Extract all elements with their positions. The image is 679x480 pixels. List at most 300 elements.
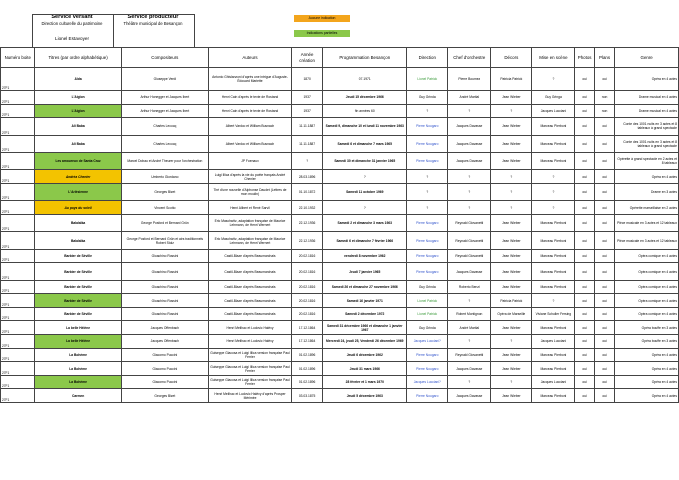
cell-direction: Pierre Nougaro (407, 389, 448, 403)
cell-photos: oui (575, 307, 594, 321)
cell-photos: oui (575, 118, 594, 135)
cell-author: Eric Maschwitz, adaptation française de Maurice Lehmann, de Henri Wernert (209, 214, 292, 231)
cell-direction: Lionel Patrick (407, 294, 448, 308)
cell-composer: Charles Lecocq (121, 118, 208, 135)
cell-mise: ? (532, 183, 575, 200)
table-row (1, 249, 679, 263)
cell-plans: oui (594, 389, 614, 403)
cell-author: Albert Vanloo et William Busnach (209, 118, 292, 135)
cell-decors: ? (491, 335, 532, 349)
table-row (1, 91, 679, 105)
cell-box: 27F1 (1, 214, 35, 231)
cell-chef: André Martial (448, 321, 491, 335)
cell-decors: Jean Wieber (491, 135, 532, 152)
cell-title: Ali Baba (35, 118, 121, 135)
cell-genre: Opéra comique en 4 actes (615, 263, 679, 280)
cell-mise: Marceau Pierboni (532, 135, 575, 152)
cell-decors: Jean Wieber (491, 249, 532, 263)
cell-box: 27F1 (1, 118, 35, 135)
cell-direction: ? (407, 201, 448, 215)
cell-photos: oui (575, 68, 594, 91)
cell-genre: Opéra en 4 actes (615, 348, 679, 362)
cell-year: 20.02.1816 (291, 294, 322, 308)
cell-box: 27F1 (1, 280, 35, 294)
cell-year: 22.12.1936 (291, 232, 322, 249)
cell-year: ? (291, 152, 322, 169)
cell-title: L'Aiglon (35, 91, 121, 105)
cell-chef: Roberto Benzi (448, 280, 491, 294)
cell-programmation: ? (323, 201, 407, 215)
cell-photos: oui (575, 135, 594, 152)
cell-mise: ? (532, 294, 575, 308)
cell-photos: oui (575, 214, 594, 231)
cell-decors: Jean Wieber (491, 232, 532, 249)
cell-photos: oui (575, 104, 594, 118)
cell-decors: ? (491, 375, 532, 389)
col-plans: Plans (594, 48, 614, 68)
cell-direction: Pierre Nougaro (407, 348, 448, 362)
cell-decors: Jean Wieber (491, 362, 532, 376)
col-genre: Genre (615, 48, 679, 68)
cell-mise: Jacques Lucciani (532, 104, 575, 118)
col-composer: Compositeurs (121, 48, 208, 68)
cell-year: 03.03.1875 (291, 389, 322, 403)
cell-author: Castil-Blaze d'après Beaumarchais (209, 294, 292, 308)
cell-photos: oui (575, 348, 594, 362)
cell-direction: Pierre Nougaro (407, 362, 448, 376)
cell-box: 27F1 (1, 91, 35, 105)
cell-mise: ? (532, 201, 575, 215)
cell-programmation: vendredi 8 novembre 1962 (323, 249, 407, 263)
table-row (1, 389, 679, 403)
cell-mise: Marceau Pierboni (532, 263, 575, 280)
cell-composer: Vincent Scotto (121, 201, 208, 215)
cell-plans: oui (594, 68, 614, 91)
cell-author: Castil-Blaze d'après Beaumarchais (209, 249, 292, 263)
cell-title: Barbier de Séville (35, 280, 121, 294)
cell-author: Castil-Blaze d'après Beaumarchais (209, 280, 292, 294)
cell-decors: Jean Wieber (491, 321, 532, 335)
cell-decors: Jean Wieber (491, 152, 532, 169)
cell-mise: Marceau Pierboni (532, 249, 575, 263)
cell-mise: ? (532, 170, 575, 184)
cell-title: La Bohème (35, 362, 121, 376)
cell-box: 27F1 (1, 170, 35, 184)
cell-genre: Drame musical en 4 actes (615, 104, 679, 118)
cell-direction: Pierre Nougaro (407, 249, 448, 263)
cell-composer: Gioachino Rossini (121, 249, 208, 263)
cell-year: 17.12.1864 (291, 321, 322, 335)
cell-composer: Gioachino Rossini (121, 307, 208, 321)
cell-composer: George Posford et Bernard Grün et airs traditionnels Robert Stolz (121, 232, 208, 249)
cell-direction: Guy Grinda (407, 91, 448, 105)
cell-composer: Jacques Offenbach (121, 335, 208, 349)
cell-title: Aïda (35, 68, 121, 91)
cell-programmation: Mercredi 24, jeudi 25, Vendredi 26 décembre 1969 (323, 335, 407, 349)
cell-year: 20.02.1816 (291, 280, 322, 294)
cell-title: Les amoureux de Santa Cruz (35, 152, 121, 169)
cell-programmation: Samedi 2 et dimanche 3 mars 1963 (323, 214, 407, 231)
cell-programmation: Samedi 9, dimanche 10 et lundi 11 novembre 1963 (323, 118, 407, 135)
cell-box: 27F1 (1, 201, 35, 215)
cell-author: Albert Vanloo et William Busnach (209, 135, 292, 152)
cell-mise: Marceau Pierboni (532, 280, 575, 294)
cell-genre: Opéra en 4 actes (615, 362, 679, 376)
cell-composer: Arthur Honegger et Jacques Ibert (121, 91, 208, 105)
cell-decors: Jean Wieber (491, 91, 532, 105)
service-producteur-value: Théâtre municipal de Besançon (123, 21, 183, 26)
cell-title: Andréa Chenier (35, 170, 121, 184)
cell-year: 1937 (291, 104, 322, 118)
cell-box: 27F1 (1, 362, 35, 376)
cell-genre: Opéra en 4 actes (615, 389, 679, 403)
cell-box: 27F1 (1, 183, 35, 200)
cell-box: 27F1 (1, 389, 35, 403)
header-divider (113, 14, 114, 47)
cell-composer: Gioachino Rossini (121, 280, 208, 294)
service-versant-name: Lionel Estavoyer (55, 36, 89, 41)
cell-genre: Opéra comique en 4 actes (615, 307, 679, 321)
cell-year: 01.02.1896 (291, 362, 322, 376)
cell-photos: oui (575, 183, 594, 200)
legend-no-indication: Aucune indication (294, 15, 350, 22)
cell-author: Eric Maschwitz, adaptation française de Maurice Lehmann, de Henri Wernert (209, 232, 292, 249)
table-row (1, 294, 679, 308)
cell-plans: oui (594, 183, 614, 200)
cell-photos: oui (575, 249, 594, 263)
cell-plans: oui (594, 135, 614, 152)
cell-chef: Jacques Davasse (448, 135, 491, 152)
cell-genre: Opéra en 4 actes (615, 170, 679, 184)
table-row (1, 232, 679, 249)
service-versant-value: Direction culturelle du patrimoine (41, 21, 103, 26)
cell-title: L'Arlésienne (35, 183, 121, 200)
table-row (1, 214, 679, 231)
cell-programmation: Jeudi 6 décembre 1962 (323, 348, 407, 362)
cell-chef: André Martial (448, 91, 491, 105)
cell-author: Luigi Illica d'après la vie du poète français André Chenier (209, 170, 292, 184)
cell-title: Barbier de Séville (35, 307, 121, 321)
cell-plans: oui (594, 280, 614, 294)
cell-composer: George Posford et Bernard Grün (121, 214, 208, 231)
cell-programmation: Jeudi 15 décembre 1966 (323, 91, 407, 105)
cell-chef: Jacques Davasse (448, 362, 491, 376)
cell-composer: Georges Bizet (121, 389, 208, 403)
cell-year: 28.03.1896 (291, 170, 322, 184)
cell-chef: ? (448, 335, 491, 349)
table-row (1, 135, 679, 152)
cell-direction: Lionel Patrick (407, 307, 448, 321)
table-row (1, 201, 679, 215)
cell-box: 27F1 (1, 249, 35, 263)
cell-chef: ? (448, 294, 491, 308)
cell-chef: Jacques Davasse (448, 389, 491, 403)
cell-programmation: 07.1971 (323, 68, 407, 91)
cell-author: Tiré d'une nouvelle d'Alphonse Daudet (Lettres de mon moulin) (209, 183, 292, 200)
cell-chef: Jacques Davasse (448, 263, 491, 280)
service-versant-label: Service versant (51, 14, 93, 20)
cell-decors: Patricia Patrick (491, 294, 532, 308)
cell-chef: Reynald Giovanetti (448, 348, 491, 362)
cell-decors: Jean Wieber (491, 118, 532, 135)
cell-genre: Conte des 1001 nuits en 3 actes et 8 tableaux à grand spectacle (615, 135, 679, 152)
table-row (1, 321, 679, 335)
cell-composer: Georges Bizet (121, 183, 208, 200)
service-producteur-label: Service producteur (127, 14, 179, 20)
table-row (1, 307, 679, 321)
cell-composer: Arthur Honegger et Jacques Ibert (121, 104, 208, 118)
col-box: Numéro boite (1, 48, 35, 68)
cell-author: Henri Meilhac et Ludovic Halévy (209, 335, 292, 349)
cell-year: 20.02.1816 (291, 249, 322, 263)
cell-mise: Marceau Pierboni (532, 214, 575, 231)
cell-author: Henri Cain d'après le texte de Rostand (209, 104, 292, 118)
col-photos: Photos (575, 48, 594, 68)
cell-year: 01.02.1896 (291, 348, 322, 362)
cell-chef: ? (448, 104, 491, 118)
cell-programmation: Jeudi 7 janvier 1965 (323, 263, 407, 280)
cell-programmation: 28 février et 1 mars 1970 (323, 375, 407, 389)
cell-genre: Pièce musicale en 3 actes et 12 tableaux (615, 214, 679, 231)
cell-mise: Jacques Lucciani (532, 335, 575, 349)
table-row (1, 348, 679, 362)
cell-plans: oui (594, 294, 614, 308)
cell-plans: oui (594, 375, 614, 389)
cell-programmation: Samedi 11 octobre 1969 (323, 183, 407, 200)
cell-chef: Jacques Davasse (448, 118, 491, 135)
table-row (1, 104, 679, 118)
table-row (1, 118, 679, 135)
cell-box: 27F1 (1, 375, 35, 389)
cell-genre: Opéra bouffe en 3 actes (615, 335, 679, 349)
cell-programmation: Samedi 2 décembre 1972 (323, 307, 407, 321)
cell-title: Ali Baba (35, 135, 121, 152)
cell-chef: ? (448, 170, 491, 184)
cell-programmation: fin années 60 (323, 104, 407, 118)
cell-author: Guiseppe Giacosa et Luigi Illica version française Paul Ferrier (209, 348, 292, 362)
cell-plans: oui (594, 214, 614, 231)
cell-title: La belle Hélène (35, 321, 121, 335)
cell-plans: oui (594, 152, 614, 169)
cell-chef: Reynald Giovanetti (448, 249, 491, 263)
col-programmation: Programmation Besançon (323, 48, 407, 68)
cell-programmation: Samedi 16 janvier 1971 (323, 294, 407, 308)
cell-genre: Drame musical en 4 actes (615, 91, 679, 105)
cell-year: 01.02.1896 (291, 375, 322, 389)
cell-decors: Jean Wieber (491, 280, 532, 294)
cell-composer: Giuseppe Verdi (121, 68, 208, 91)
cell-plans: oui (594, 321, 614, 335)
cell-title: Balalaïka (35, 232, 121, 249)
cell-direction: Lionel Patrick (407, 68, 448, 91)
cell-box: 27F1 (1, 348, 35, 362)
cell-plans: oui (594, 201, 614, 215)
cell-photos: oui (575, 389, 594, 403)
cell-box: 27F1 (1, 68, 35, 91)
cell-genre: Opéra comique en 4 actes (615, 280, 679, 294)
cell-box: 27F1 (1, 135, 35, 152)
cell-photos: oui (575, 294, 594, 308)
cell-photos: oui (575, 280, 594, 294)
cell-box: 27F1 (1, 263, 35, 280)
cell-plans: oui (594, 362, 614, 376)
cell-genre: Opéra bouffe en 3 actes (615, 321, 679, 335)
col-chef: Chef d'orchestre (448, 48, 491, 68)
cell-title: La Bohème (35, 375, 121, 389)
cell-box: 27F1 (1, 307, 35, 321)
cell-plans: oui (594, 307, 614, 321)
cell-title: La Bohème (35, 348, 121, 362)
cell-plans: oui (594, 249, 614, 263)
cell-genre: Opérette marseillaise en 2 actes (615, 201, 679, 215)
cell-author: JP Foenaux (209, 152, 292, 169)
cell-mise: Jacques Lucciani (532, 375, 575, 389)
table-row (1, 375, 679, 389)
cell-composer: Giacomo Puccini (121, 348, 208, 362)
cell-direction: Jacques Lucciani? (407, 335, 448, 349)
table-row (1, 152, 679, 169)
table-row (1, 263, 679, 280)
cell-direction: Pierre Nougaro (407, 152, 448, 169)
cell-direction: Pierre Nougaro (407, 118, 448, 135)
cell-mise: Marceau Pierboni (532, 389, 575, 403)
cell-mise: Marceau Pierboni (532, 321, 575, 335)
cell-programmation: Samedi 30 et dimanche 31 janvier 1965 (323, 152, 407, 169)
cell-author: Castil-Blaze d'après Beaumarchais (209, 263, 292, 280)
cell-photos: oui (575, 170, 594, 184)
cell-mise: Marceau Pierboni (532, 232, 575, 249)
cell-plans: oui (594, 170, 614, 184)
cell-year: 22.12.1936 (291, 214, 322, 231)
cell-decors: ? (491, 201, 532, 215)
cell-year: 1937 (291, 91, 322, 105)
cell-author: Henri Alibert et René Sarvil (209, 201, 292, 215)
cell-direction: Guy Grinda (407, 321, 448, 335)
header-border (32, 14, 195, 48)
cell-author: Guiseppe Giacosa et Luigi Illica version française Paul Ferrier (209, 362, 292, 376)
cell-chef: ? (448, 183, 491, 200)
cell-genre: Conte des 1001 nuits en 3 actes et 8 tableaux à grand spectacle (615, 118, 679, 135)
cell-decors: Opéra de Marseille (491, 307, 532, 321)
cell-title: Barbier de Séville (35, 263, 121, 280)
cell-mise: Guy Gringa (532, 91, 575, 105)
cell-year: 11.11.1887 (291, 135, 322, 152)
cell-decors: ? (491, 183, 532, 200)
cell-decors: Jean Wieber (491, 389, 532, 403)
cell-genre: Opéra comique en 4 actes (615, 249, 679, 263)
cell-photos: oui (575, 232, 594, 249)
legend-partial-indication: Indications partielles (294, 30, 350, 37)
cell-photos: oui (575, 375, 594, 389)
cell-title: Barbier de Séville (35, 249, 121, 263)
cell-author: Henri Cain d'après le texte de Rostand (209, 91, 292, 105)
cell-plans: oui (594, 348, 614, 362)
cell-mise: Marceau Pierboni (532, 348, 575, 362)
cell-genre: Pièce musicale en 3 actes et 12 tableaux (615, 232, 679, 249)
cell-photos: oui (575, 263, 594, 280)
cell-year: 20.02.1816 (291, 263, 322, 280)
cell-direction: ? (407, 104, 448, 118)
cell-composer: Giacomo Puccini (121, 362, 208, 376)
cell-title: Carmen (35, 389, 121, 403)
header-row (1, 48, 679, 68)
cell-genre: Opéra en 4 actes (615, 68, 679, 91)
cell-direction: Pierre Nougaro (407, 232, 448, 249)
cell-genre: Drame en 3 actes (615, 183, 679, 200)
cell-photos: oui (575, 362, 594, 376)
table-row (1, 335, 679, 349)
cell-year: 20.02.1816 (291, 307, 322, 321)
cell-programmation: Samedi 31 décembre 1966 et dimanche 1 janvier 1967 (323, 321, 407, 335)
cell-year: 01.10.1872 (291, 183, 322, 200)
cell-author: Castil-Blaze d'après Beaumarchais (209, 307, 292, 321)
cell-title: L'Aiglon (35, 104, 121, 118)
table-row (1, 170, 679, 184)
cell-decors: ? (491, 170, 532, 184)
cell-plans: oui (594, 335, 614, 349)
col-year: Année création (291, 48, 322, 68)
table-row (1, 362, 679, 376)
cell-year: 11.11.1887 (291, 118, 322, 135)
archive-table (0, 47, 679, 403)
cell-direction: Pierre Nougaro (407, 214, 448, 231)
cell-decors: Patricia Patrick (491, 68, 532, 91)
cell-direction: ? (407, 183, 448, 200)
cell-composer: Giacomo Puccini (121, 375, 208, 389)
cell-mise: Marceau Pierboni (532, 118, 575, 135)
cell-year: 17.12.1864 (291, 335, 322, 349)
cell-programmation: Jeudi 31 mars 1966 (323, 362, 407, 376)
cell-author: Henri Meilhac et Ludovic Halévy d'après Prosper Mérimée (209, 389, 292, 403)
cell-chef: Reynald Giovanetti (448, 214, 491, 231)
cell-plans: non (594, 91, 614, 105)
cell-chef: ? (448, 375, 491, 389)
cell-chef: ? (448, 201, 491, 215)
col-direction: Direction (407, 48, 448, 68)
cell-title: La belle Hélène (35, 335, 121, 349)
cell-mise: Marceau Pierboni (532, 152, 575, 169)
cell-programmation: Samedi 6 et dimanche 7 février 1966 (323, 232, 407, 249)
cell-plans: oui (594, 263, 614, 280)
cell-plans: oui (594, 118, 614, 135)
cell-decors: Jean Wieber (491, 263, 532, 280)
col-title: Titres (par ordre alphabétique) (35, 48, 121, 68)
cell-year: 1870 (291, 68, 322, 91)
cell-mise: ? (532, 68, 575, 91)
cell-genre: Opéra en 4 actes (615, 375, 679, 389)
cell-box: 27F1 (1, 232, 35, 249)
cell-box: 27F1 (1, 152, 35, 169)
col-decors: Décors (491, 48, 532, 68)
cell-author: Antonio Ghislanzoni d'après une intrigue d'Auguste-Édouard Mariette (209, 68, 292, 91)
cell-photos: oui (575, 152, 594, 169)
cell-direction: ? (407, 170, 448, 184)
cell-programmation: Jeudi 5 décembre 1963 (323, 389, 407, 403)
cell-decors: Jean Wieber (491, 348, 532, 362)
cell-plans: oui (594, 232, 614, 249)
cell-title: Balalaïka (35, 214, 121, 231)
table-row (1, 280, 679, 294)
cell-box: 27F1 (1, 335, 35, 349)
cell-chef: Pierre Boumez (448, 68, 491, 91)
cell-genre: Opéra comique en 4 actes (615, 294, 679, 308)
cell-box: 27F1 (1, 294, 35, 308)
table-row (1, 183, 679, 200)
cell-photos: oui (575, 321, 594, 335)
cell-composer: Umberto Giordano (121, 170, 208, 184)
cell-author: Guiseppe Giacosa et Luigi Illica version française Paul Ferrier (209, 375, 292, 389)
cell-programmation: ? (323, 170, 407, 184)
